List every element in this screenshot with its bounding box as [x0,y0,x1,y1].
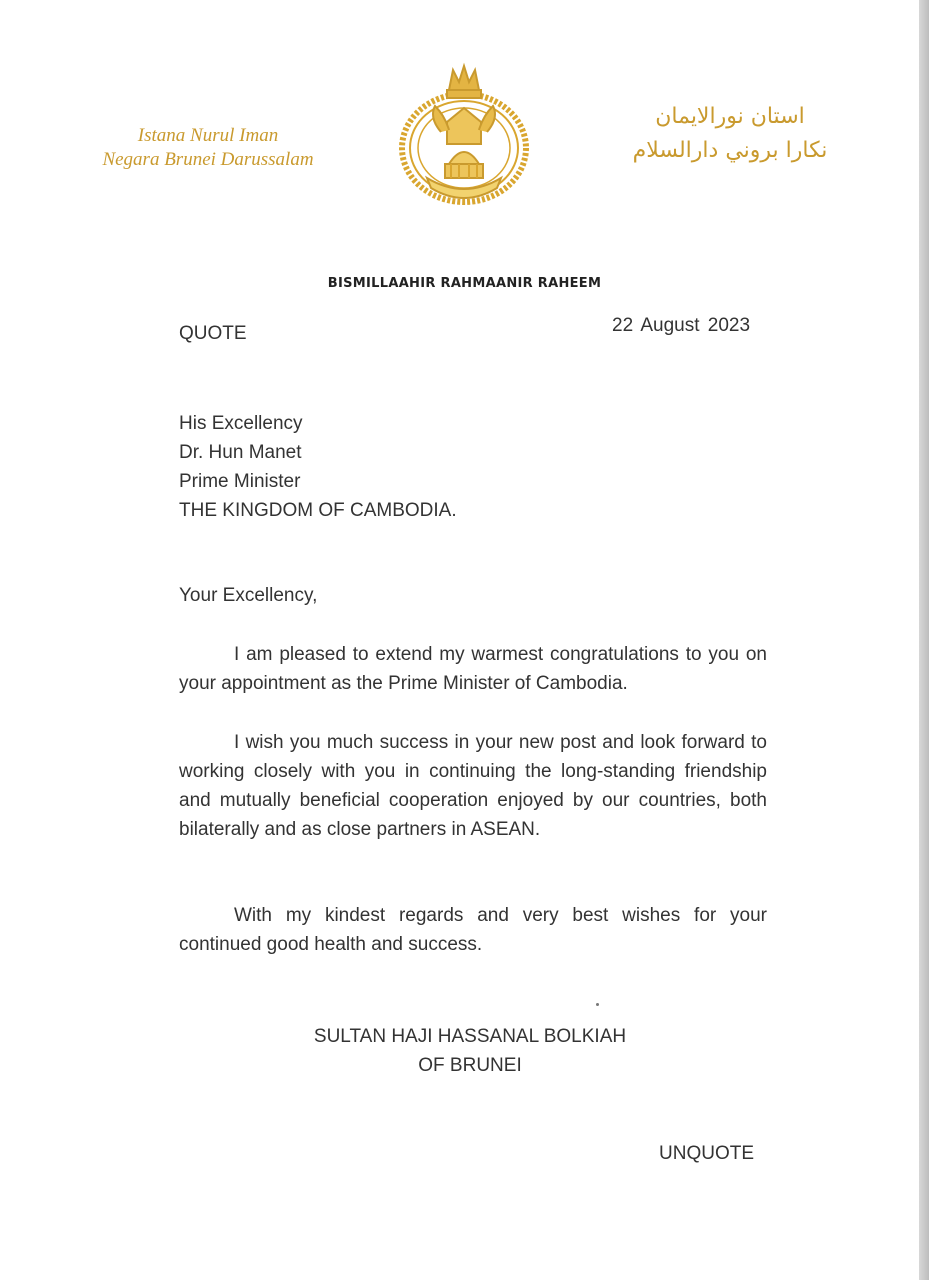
signatory-title: OF BRUNEI [418,1055,522,1076]
bismillah-heading: BISMILLAAHIR RAHMAANIR RAHEEM [327,276,602,291]
unquote-label: UNQUOTE [659,1143,754,1164]
signature-block [260,1022,680,1080]
quote-label: QUOTE [179,323,247,344]
letterhead-palace-name: Istana Nurul Iman [137,125,279,146]
page-edge-shadow [919,0,929,1280]
letterhead-right-text [600,100,860,168]
recipient-country: THE KINGDOM OF CAMBODIA. [179,500,457,521]
brunei-royal-crest-icon [389,60,539,210]
salutation: Your Excellency, [179,585,318,606]
recipient-address [179,409,457,525]
recipient-name: Dr. Hun Manet [179,442,302,463]
recipient-honorific: His Excellency [179,413,303,434]
body-paragraph: With my kindest regards and very best wishes for your continued good health and success. [179,905,767,955]
letterhead-left-text [78,124,338,172]
signatory-name: SULTAN HAJI HASSANAL BOLKIAH [313,1026,627,1047]
body-paragraph: I am pleased to extend my warmest congratulations to you on your appointment as the Prime Minister of Cambodia. [179,644,767,694]
letter-date: 22 August 2023 [612,315,751,336]
letterhead-palace-name-jawi: استان نورالايمان [655,104,805,129]
letterhead-country-name: Negara Brunei Darussalam [102,149,314,170]
letterhead-country-name-jawi: نكارا بروني دارالسلام [632,138,828,163]
body-paragraph: I wish you much success in your new post and look forward to working closely with you in continuing the long-standing friendship and mutually beneficial cooperation enjoyed by our countries, both bilaterally and as close partners in ASEAN. [179,732,767,840]
paper-speck [596,1003,599,1006]
recipient-title: Prime Minister [179,471,301,492]
